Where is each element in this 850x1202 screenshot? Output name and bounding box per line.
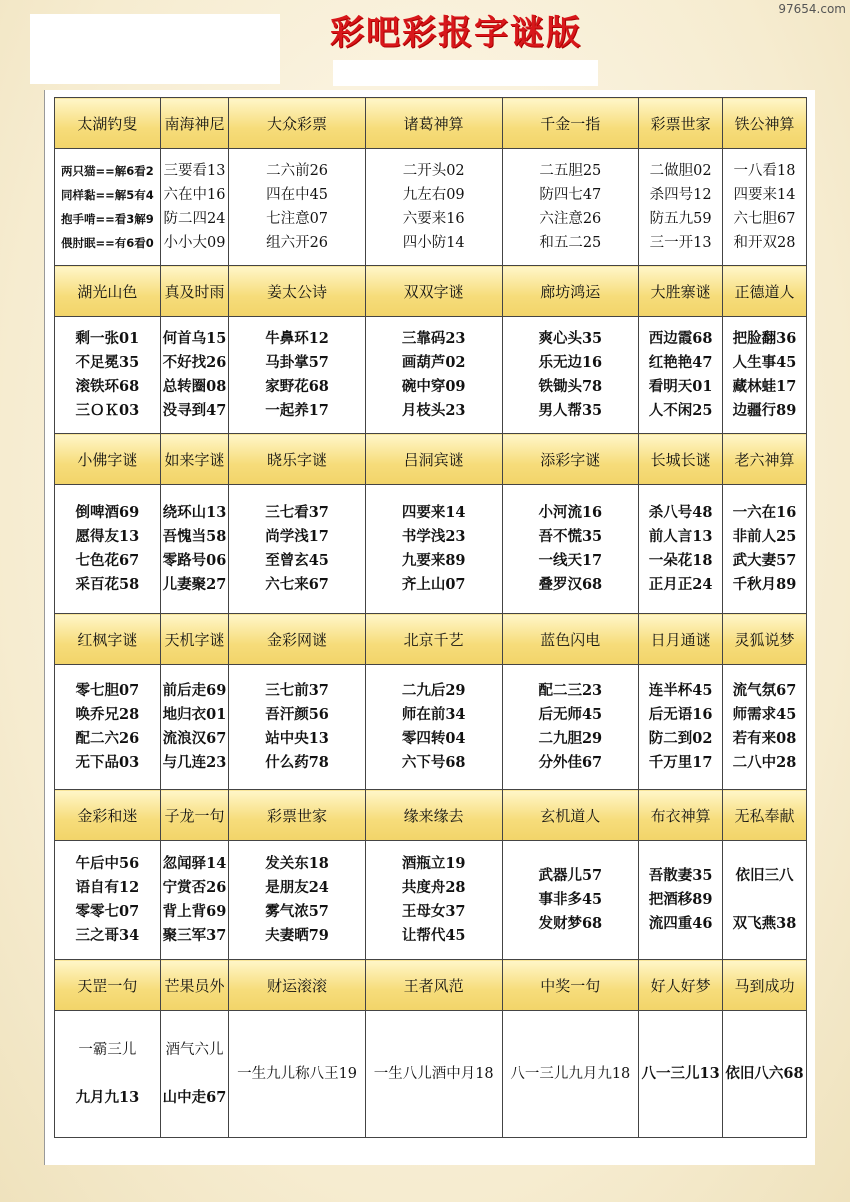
riddle-line: 六在中16 [163,187,226,203]
column-header: 玄机道人 [502,790,639,841]
riddle-line: 六要来16 [402,211,465,227]
riddle-cell [160,149,229,266]
riddle-line: 组六开26 [266,235,329,251]
riddle-line: 不好找26 [162,354,227,371]
blank-area-center [333,60,598,86]
riddle-line: 二五胆25 [539,163,602,179]
riddle-line: 八一三儿九月九18 [510,1066,631,1082]
riddle-line: 倒啤酒69 [75,504,140,521]
header-row [55,960,807,1011]
riddle-line: 杀八号48 [648,504,713,521]
column-header: 芒果员外 [160,960,229,1011]
column-header: 如来字谜 [160,434,229,485]
riddle-line: 愿得友13 [75,528,140,545]
riddle-line: 三要看13 [163,163,226,179]
column-header: 吕洞宾谜 [365,434,502,485]
riddle-line: 二六前26 [266,163,329,179]
riddle-line: 酒瓶立19 [401,855,466,872]
riddle-line: 同样黏==解5有4 [61,188,154,202]
riddle-line: 零路号06 [162,552,227,569]
column-header: 马到成功 [723,960,807,1011]
column-header: 金彩网谜 [229,614,366,665]
column-header: 长城长谜 [639,434,723,485]
riddle-cell [365,485,502,614]
riddle-line: 家野花68 [265,378,329,395]
column-header: 金彩和迷 [55,790,161,841]
riddle-line: 杀四号12 [649,187,712,203]
riddle-cell [502,485,639,614]
riddle-line: 王母女37 [401,903,466,920]
column-header: 大胜寨谜 [639,266,723,317]
riddle-line: 四要来14 [733,187,796,203]
riddle-line: 二做胆02 [649,163,712,179]
riddle-cell [55,841,161,960]
riddle-line: 抱手啃==看3解9 [61,212,154,226]
riddle-line: 连半杯45 [648,682,713,699]
riddle-line: 红艳艳47 [648,354,713,371]
riddle-line: 雾气浓57 [265,903,329,920]
riddle-line: 何首乌15 [162,330,227,347]
riddle-line: 剩一张01 [75,330,140,347]
riddle-line: 人不闲25 [648,402,713,419]
riddle-line: 若有来08 [732,730,797,747]
riddle-line: 二开头02 [402,163,465,179]
riddle-line: 和开双28 [733,235,796,251]
riddle-line: 四小防14 [402,235,465,251]
riddle-line: 小小大09 [163,235,226,251]
column-header: 日月通谜 [639,614,723,665]
riddle-line: 吾不慌35 [538,528,603,545]
riddle-line: 一霸三儿 [78,1042,137,1058]
riddle-line: 七注意07 [266,211,329,227]
riddle-cell [723,841,807,960]
riddle-cell [639,149,723,266]
riddle-line: 吾散妻35 [648,867,713,884]
riddle-cell [723,485,807,614]
riddle-line: 藏林蛙17 [732,378,797,395]
riddle-cell [160,317,229,434]
page-title: 彩吧彩报字谜版 [330,13,582,53]
riddle-line: 防二到02 [648,730,713,747]
riddle-line: 流浪汉67 [162,730,227,747]
riddle-line: 地归衣01 [162,706,227,723]
riddle-line: 三一开13 [649,235,712,251]
riddle-cell [365,149,502,266]
riddle-line: 九月九13 [75,1089,140,1106]
riddle-line: 三ＯＫ03 [75,402,140,419]
riddle-line: 儿妻聚27 [162,576,227,593]
column-header: 真及时雨 [160,266,229,317]
header-row [55,266,807,317]
column-header: 彩票世家 [639,98,723,149]
riddle-cell [502,665,639,790]
riddle-line: 前后走69 [162,682,227,699]
riddle-line: 防五九59 [649,211,712,227]
riddle-line: 马卦掌57 [265,354,329,371]
column-header: 湖光山色 [55,266,161,317]
content-row [55,841,807,960]
column-header: 彩票世家 [229,790,366,841]
column-header: 天机字谜 [160,614,229,665]
column-header: 姜太公诗 [229,266,366,317]
header-row [55,434,807,485]
riddle-line: 六下号68 [401,754,466,771]
column-header: 大众彩票 [229,98,366,149]
riddle-line: 二九后29 [401,682,466,699]
riddle-cell [502,841,639,960]
riddle-line: 是朋友24 [265,879,329,896]
riddle-line: 配二六26 [75,730,140,747]
column-header: 廊坊鸿运 [502,266,639,317]
riddle-line: 发关东18 [265,855,329,872]
content-row [55,665,807,790]
riddle-cell [365,1011,502,1138]
riddle-line: 至曾玄45 [265,552,329,569]
riddle-cell [639,1011,723,1138]
riddle-line: 碗中穿09 [401,378,466,395]
riddle-cell [55,1011,161,1138]
riddle-line: 两只猫==解6看2 [61,164,154,178]
riddle-line: 六七来67 [265,576,329,593]
spacer [723,888,806,912]
riddle-line: 背上背69 [162,903,227,920]
column-header: 灵狐说梦 [723,614,807,665]
riddle-line: 千万里17 [648,754,713,771]
riddle-line: 滚铁环68 [75,378,140,395]
riddle-line: 夫妻晒79 [265,927,329,944]
riddle-cell [229,665,366,790]
riddle-cell [229,1011,366,1138]
content-row [55,149,807,266]
riddle-line: 没寻到47 [162,402,227,419]
content-row [55,1011,807,1138]
riddle-line: 让帮代45 [401,927,466,944]
riddle-line: 一生九儿称八王19 [237,1066,358,1082]
riddle-cell [365,665,502,790]
riddle-line: 铁锄头78 [538,378,603,395]
riddle-line: 防四七47 [539,187,602,203]
riddle-line: 边疆行89 [732,402,797,419]
riddle-line: 一六在16 [732,504,797,521]
riddle-line: 不足冕35 [75,354,140,371]
column-header: 老六神算 [723,434,807,485]
riddle-line: 书学浅23 [401,528,466,545]
column-header: 红枫字谜 [55,614,161,665]
riddle-cell [229,485,366,614]
riddle-line: 一八看18 [733,163,796,179]
riddle-cell [639,841,723,960]
riddle-line: 流四重46 [648,915,713,932]
riddle-line: 齐上山07 [401,576,466,593]
header-row [55,614,807,665]
riddle-line: 唤乔兄28 [75,706,140,723]
riddle-line: 双飞燕38 [732,915,797,932]
riddle-line: 画葫芦02 [401,354,466,371]
column-header: 布衣神算 [639,790,723,841]
riddle-cell [639,317,723,434]
column-header: 王者风范 [365,960,502,1011]
blank-area-left [30,14,280,84]
riddle-line: 共度舟28 [401,879,466,896]
riddle-cell [723,1011,807,1138]
riddle-line: 男人帮35 [538,402,603,419]
riddle-line: 乐无边16 [538,354,603,371]
riddle-line: 宁赏否26 [162,879,227,896]
riddle-line: 爽心头35 [538,330,603,347]
riddle-line: 零零七07 [75,903,140,920]
riddle-line: 三七前37 [265,682,329,699]
riddle-line: 武大妻57 [732,552,797,569]
riddle-line: 语自有12 [75,879,140,896]
riddle-line: 依旧八六68 [725,1065,804,1082]
column-header: 铁公神算 [723,98,807,149]
riddle-cell [229,317,366,434]
riddle-cell [723,665,807,790]
riddle-cell [160,485,229,614]
riddle-line: 月枝头23 [401,402,466,419]
column-header: 晓乐字谜 [229,434,366,485]
column-header: 小佛字谜 [55,434,161,485]
riddle-line: 偎肘眠==有6看0 [61,236,154,250]
riddle-line: 绕环山13 [162,504,227,521]
riddle-line: 二九胆29 [538,730,603,747]
riddle-line: 三七看37 [265,504,329,521]
riddle-line: 与几连23 [162,754,227,771]
riddle-cell [639,665,723,790]
riddle-cell [502,317,639,434]
column-header: 南海神尼 [160,98,229,149]
spacer [161,1062,229,1086]
content-row [55,485,807,614]
riddle-line: 吾汗颜56 [265,706,329,723]
riddle-cell [502,1011,639,1138]
riddle-line: 和五二25 [539,235,602,251]
column-header: 好人好梦 [639,960,723,1011]
riddle-line: 武器儿57 [538,867,603,884]
riddle-line: 站中央13 [265,730,329,747]
riddle-line: 什么药78 [265,754,329,771]
riddle-line: 采百花58 [75,576,140,593]
riddle-line: 发财梦68 [538,915,603,932]
riddle-cell [723,149,807,266]
riddle-cell [229,149,366,266]
riddle-line: 零四转04 [401,730,466,747]
riddle-line: 九要来89 [401,552,466,569]
column-header: 北京千艺 [365,614,502,665]
riddle-line: 聚三军37 [162,927,227,944]
column-header: 双双字谜 [365,266,502,317]
riddle-line: 叠罗汉68 [538,576,603,593]
riddle-line: 山中走67 [162,1089,227,1106]
riddle-cell [160,665,229,790]
column-header: 中奖一句 [502,960,639,1011]
riddle-cell [723,317,807,434]
watermark: 97654.com [778,2,846,16]
riddle-line: 流气氛67 [732,682,797,699]
column-header: 诸葛神算 [365,98,502,149]
riddle-line: 配二三23 [538,682,603,699]
riddle-line: 依旧三八 [735,867,794,884]
riddle-line: 西边霞68 [648,330,713,347]
riddle-line: 三靠码23 [401,330,466,347]
riddle-line: 后无语16 [648,706,713,723]
riddle-line: 无下品03 [75,754,140,771]
riddle-line: 把脸翻36 [732,330,797,347]
riddle-line: 牛鼻环12 [265,330,329,347]
riddle-cell [55,665,161,790]
riddle-line: 八一三儿13 [641,1065,720,1082]
riddle-cell [160,1011,229,1138]
riddle-cell [55,317,161,434]
riddle-cell [502,149,639,266]
riddle-line: 吾愧当58 [162,528,227,545]
riddle-line: 后无师45 [538,706,603,723]
column-header: 千金一指 [502,98,639,149]
riddle-cell [229,841,366,960]
column-header: 天罡一句 [55,960,161,1011]
riddle-line: 六七胆67 [733,211,796,227]
riddle-line: 非前人25 [732,528,797,545]
riddle-line: 四要来14 [401,504,466,521]
riddle-line: 前人言13 [648,528,713,545]
riddle-cell [365,841,502,960]
riddle-line: 一线天17 [538,552,603,569]
riddle-line: 正月正24 [648,576,713,593]
riddle-cell [365,317,502,434]
column-header: 缘来缘去 [365,790,502,841]
riddle-line: 总转圈08 [162,378,227,395]
spacer [55,1062,160,1086]
content-row [55,317,807,434]
riddle-cell [55,149,161,266]
riddle-line: 二八中28 [732,754,797,771]
riddle-line: 看明天01 [648,378,713,395]
riddle-line: 六注意26 [539,211,602,227]
riddle-line: 人生事45 [732,354,797,371]
riddle-line: 四在中45 [266,187,329,203]
column-header: 蓝色闪电 [502,614,639,665]
riddle-line: 忽闻驿14 [162,855,227,872]
riddle-cell [639,485,723,614]
riddle-cell [160,841,229,960]
column-header: 子龙一句 [160,790,229,841]
column-header: 正德道人 [723,266,807,317]
column-header: 财运滚滚 [229,960,366,1011]
riddle-line: 把酒移89 [648,891,713,908]
riddle-line: 小河流16 [538,504,603,521]
riddle-table [54,97,807,1138]
riddle-line: 午后中56 [75,855,140,872]
riddle-cell [55,485,161,614]
riddle-line: 师在前34 [401,706,466,723]
column-header: 添彩字谜 [502,434,639,485]
riddle-line: 事非多45 [538,891,603,908]
riddle-line: 防二四24 [163,211,226,227]
riddle-line: 七色花67 [75,552,140,569]
riddle-line: 千秋月89 [732,576,797,593]
riddle-line: 一朵花18 [648,552,713,569]
column-header: 太湖钓叟 [55,98,161,149]
riddle-line: 零七胆07 [75,682,140,699]
riddle-line: 师需求45 [732,706,797,723]
riddle-line: 分外佳67 [538,754,603,771]
riddle-line: 九左右09 [402,187,465,203]
column-header: 无私奉献 [723,790,807,841]
riddle-line: 三之哥34 [75,927,140,944]
header-row [55,98,807,149]
riddle-line: 一起养17 [265,402,329,419]
header-row [55,790,807,841]
riddle-line: 酒气六儿 [165,1042,224,1058]
riddle-line: 一生八儿酒中月18 [373,1066,494,1082]
riddle-line: 尚学浅17 [265,528,329,545]
